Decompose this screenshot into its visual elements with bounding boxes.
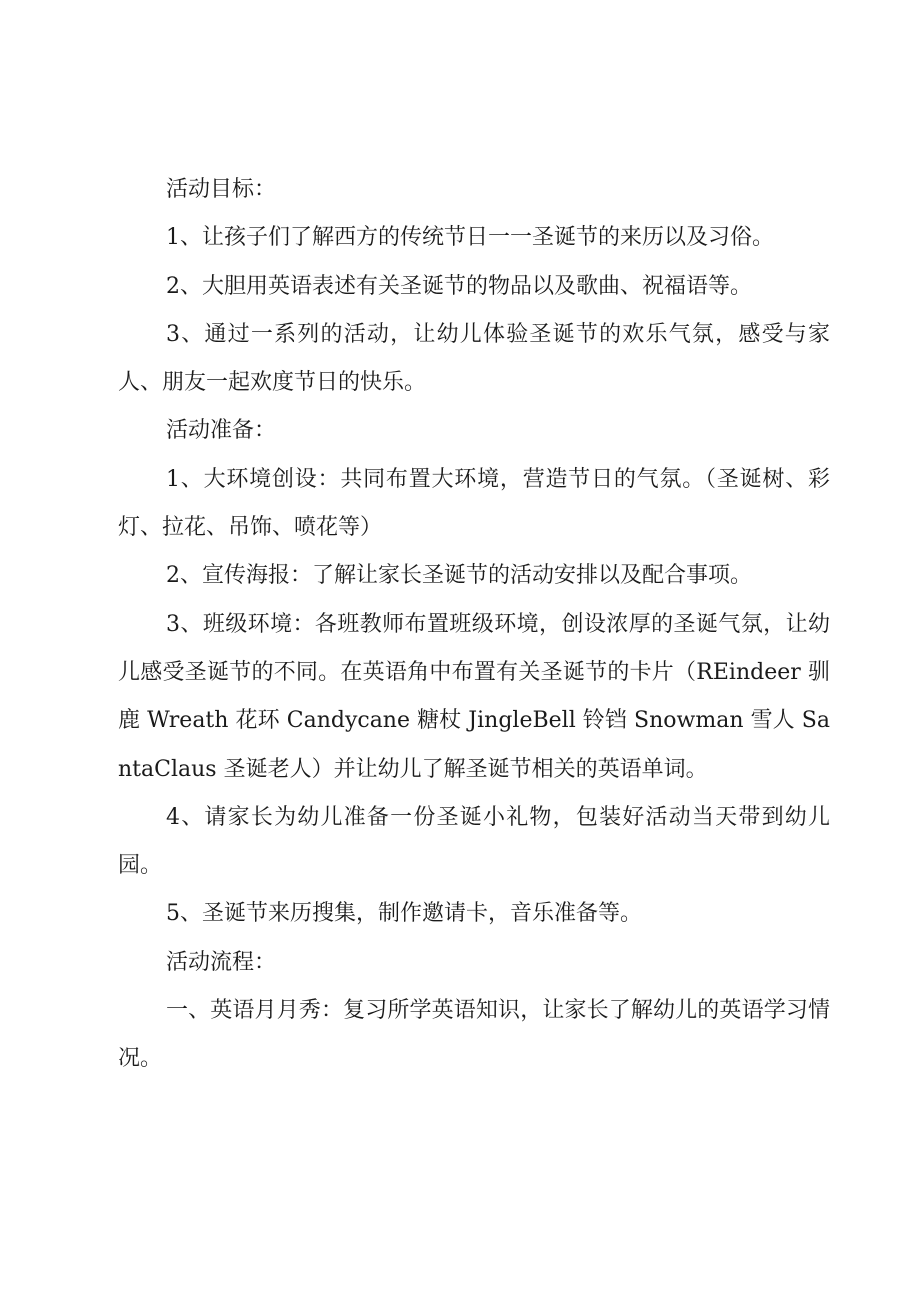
- heading-activity-goals: 活动目标：: [166, 177, 277, 202]
- heading-activity-preparation: 活动准备：: [166, 418, 277, 444]
- preparation-item-1: 1、大环境创设：共同布置大环境，营造节日的气氛。（圣诞树、彩灯、拉花、吊饰、喷花等）: [118, 466, 830, 541]
- goal-item-1: 1、让孩子们了解西方的传统节日一一圣诞节的来历以及习俗。: [166, 225, 774, 251]
- goal-item-2: 2、大胆用英语表述有关圣诞节的物品以及歌曲、祝福语等。: [166, 273, 752, 299]
- preparation-item-5: 5、圣诞节来历搜集，制作邀请卡，音乐准备等。: [166, 901, 642, 927]
- goal-item-3: 3、通过一系列的活动，让幼儿体验圣诞节的欢乐气氛，感受与家人、朋友一起欢度节日的快乐。: [118, 321, 830, 396]
- preparation-item-4: 4、请家长为幼儿准备一份圣诞小礼物，包装好活动当天带到幼儿园。: [118, 804, 830, 879]
- process-item-1: 一、英语月月秀：复习所学英语知识，让家长了解幼儿的英语学习情况。: [118, 998, 830, 1072]
- preparation-item-2: 2、宣传海报：了解让家长圣诞节的活动安排以及配合事项。: [166, 563, 752, 589]
- document-body: [118, 166, 830, 1084]
- heading-activity-process: 活动流程：: [166, 949, 277, 975]
- preparation-item-3: 3、班级环境：各班教师布置班级环境，创设浓厚的圣诞气氛，让幼儿感受圣诞节的不同。在英语角中布置有关圣诞节的卡片（REindeer 驯鹿 Wreath 花环 Candycane 糖杖 JingleBell 铃铛 Snowman 雪人 SantaClaus 圣诞老人）并让幼儿了解圣诞节相关的英语单词。: [118, 611, 830, 782]
